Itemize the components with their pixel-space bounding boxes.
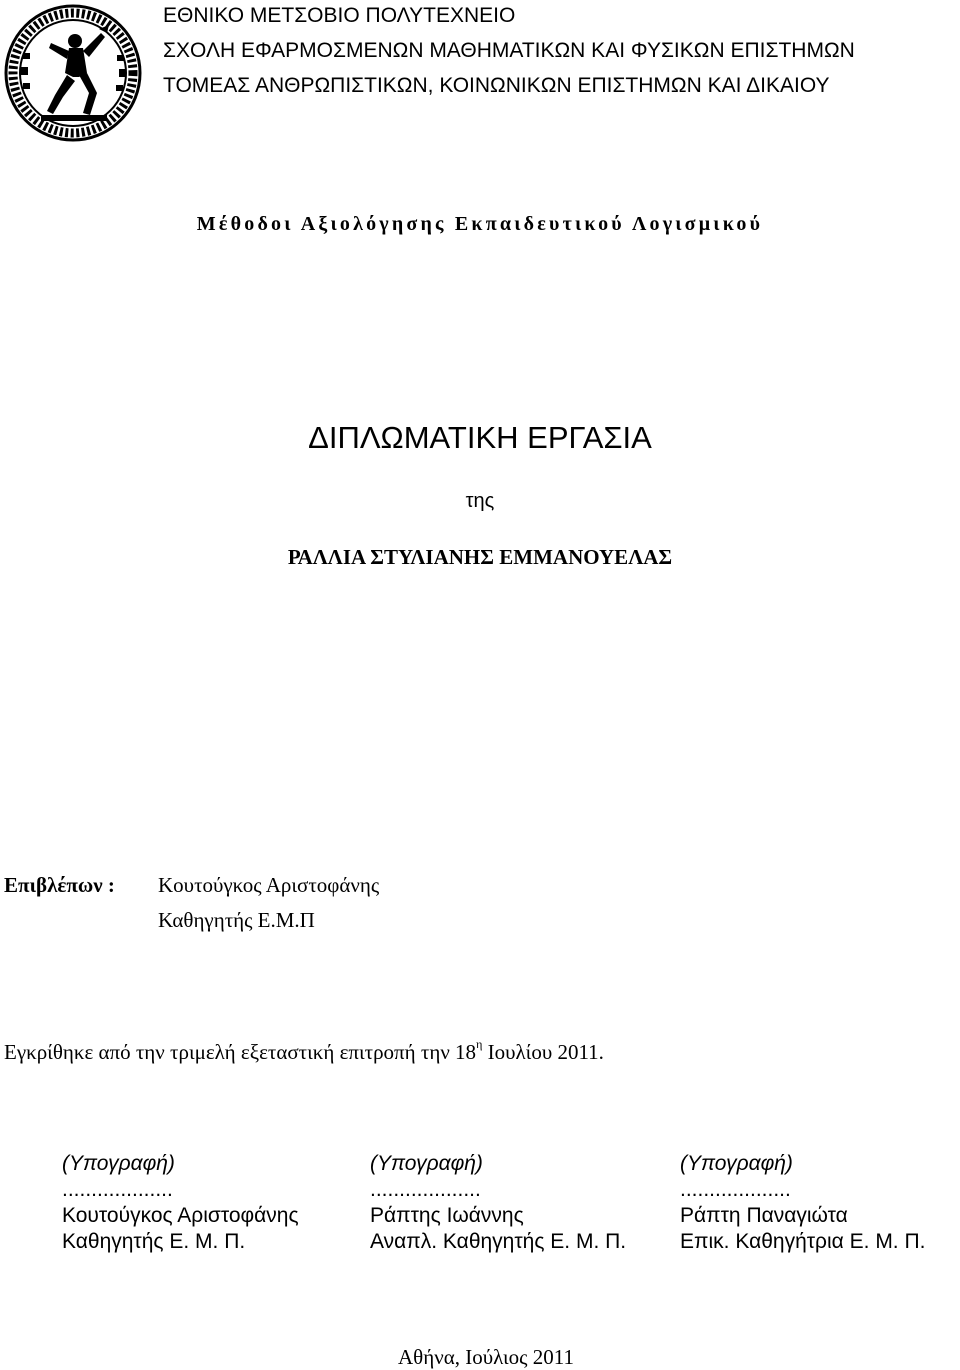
committee-signature-3 [680, 1152, 925, 1256]
signature-label: (Υπογραφή) [370, 1152, 483, 1175]
signature-line: ................... [680, 1178, 791, 1201]
place-date: Αθήνα, Ιούλιος 2011 [398, 1345, 574, 1369]
committee-signature-1 [62, 1152, 299, 1256]
approval-text: Εγκρίθηκε από την τριμελή εξεταστική επιτροπή την 18 [4, 1040, 477, 1064]
committee-member-title: Αναπλ. Καθηγητής Ε. Μ. Π. [370, 1230, 627, 1253]
institution-name: ΕΘΝΙΚΟ ΜΕΤΣΟΒΙΟ ΠΟΛΥΤΕΧΝΕΙΟ [163, 4, 516, 27]
student-name: ΡΑΛΛΙΑ ΣΤΥΛΙΑΝΗΣ ΕΜΜΑΝΟΥΕΛΑΣ [287, 545, 673, 569]
course-title: Μέθοδοι Αξιολόγησης Εκπαιδευτικού Λογισμικού [196, 213, 764, 235]
signature-label: (Υπογραφή) [680, 1152, 793, 1175]
committee-signature-2 [370, 1152, 626, 1256]
department-name: ΤΟΜΕΑΣ ΑΝΘΡΩΠΙΣΤΙΚΩΝ, ΚΟΙΝΩΝΙΚΩΝ ΕΠΙΣΤΗΜΩΝ ΚΑΙ ΔΙΚΑΙΟΥ [163, 74, 830, 97]
signature-line: ................... [370, 1178, 481, 1201]
signature-line: ................... [62, 1178, 173, 1201]
school-name: ΣΧΟΛΗ ΕΦΑΡΜΟΣΜΕΝΩΝ ΜΑΘΗΜΑΤΙΚΩΝ ΚΑΙ ΦΥΣΙΚΩΝ ΕΠΙΣΤΗΜΩΝ [163, 39, 855, 62]
committee-member-title: Επικ. Καθηγήτρια Ε. Μ. Π. [680, 1230, 926, 1253]
ntua-seal-icon [3, 3, 143, 143]
committee-member-name: Κουτούγκος Αριστοφάνης [62, 1204, 299, 1227]
approval-date: Ιουλίου 2011. [482, 1040, 604, 1064]
supervisor-name: Κουτούγκος Αριστοφάνης [158, 873, 380, 897]
committee-member-name: Ράπτη Παναγιώτα [680, 1204, 848, 1227]
supervisor-title: Καθηγητής Ε.Μ.Π [158, 908, 315, 932]
signature-label: (Υπογραφή) [62, 1152, 175, 1175]
thesis-type: ΔΙΠΛΩΜΑΤΙΚΗ ΕΡΓΑΣΙΑ [308, 420, 652, 455]
thesis-of: της [465, 490, 495, 512]
approval-statement [4, 1037, 604, 1065]
supervisor-label: Επιβλέπων : [4, 873, 115, 897]
committee-member-name: Ράπτης Ιωάννης [370, 1204, 524, 1227]
approval-ordinal: η [476, 1037, 483, 1051]
committee-member-title: Καθηγητής Ε. Μ. Π. [62, 1230, 246, 1253]
